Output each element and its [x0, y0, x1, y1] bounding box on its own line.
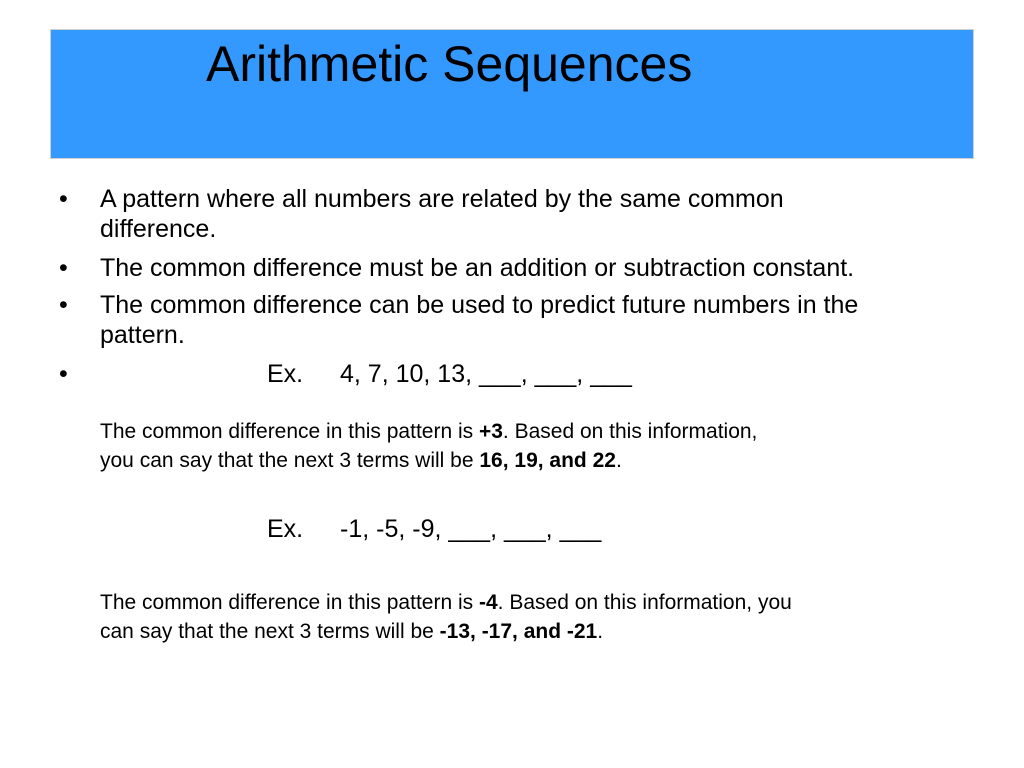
bullet-3-line-1: The common difference can be used to predict future numbers in the: [100, 291, 859, 319]
example-1-note-line-2: you can say that the next 3 terms will be 16, 19, and 22.: [100, 449, 622, 472]
example-1-label: Ex.: [267, 360, 304, 388]
bullet-marker: •: [59, 254, 68, 282]
example-2-difference: -4: [478, 591, 498, 614]
example-1-sequence: 4, 7, 10, 13, ___, ___, ___: [340, 360, 632, 388]
example-2-note-line-1: The common difference in this pattern is -4. Based on this information, you: [100, 591, 792, 614]
bullet-3-line-2: pattern.: [100, 321, 185, 349]
example-2-next-terms: -13, -17, and -21: [439, 620, 598, 643]
example-2-note-line-2: can say that the next 3 terms will be -13, -17, and -21.: [100, 620, 604, 643]
bullet-marker: •: [59, 185, 68, 213]
example-1-difference: +3: [478, 420, 503, 443]
bullet-1-line-1: A pattern where all numbers are related by the same common: [100, 185, 784, 213]
bullet-2-line-1: The common difference must be an addition or subtraction constant.: [100, 254, 855, 282]
bullet-1-line-2: difference.: [100, 215, 217, 243]
example-1-next-terms: 16, 19, and 22: [479, 449, 616, 472]
example-2-label: Ex.: [267, 515, 304, 543]
example-1-note-line-1: The common difference in this pattern is +3. Based on this information,: [100, 420, 758, 443]
bullet-marker: •: [59, 360, 68, 388]
bullet-marker: •: [59, 291, 68, 319]
example-2-sequence: -1, -5, -9, ___, ___, ___: [340, 515, 602, 543]
slide-title: Arithmetic Sequences: [206, 36, 693, 92]
